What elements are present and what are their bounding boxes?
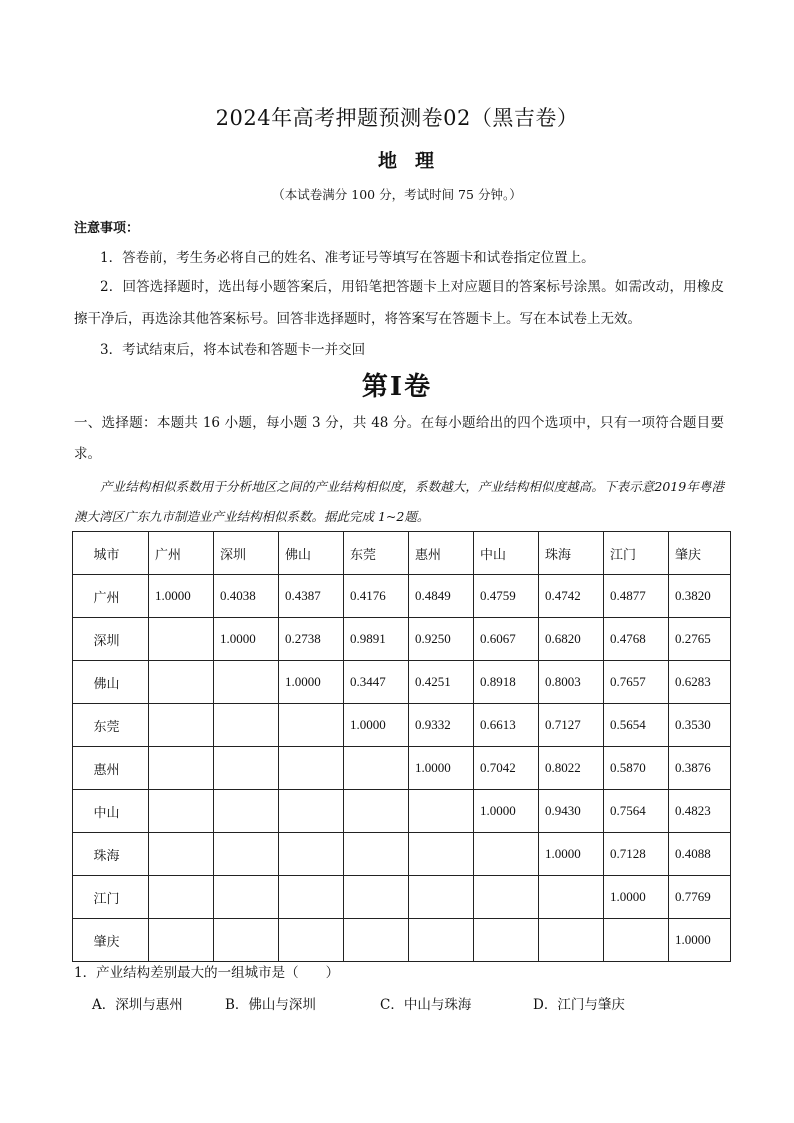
table-cell: 0.6820	[539, 618, 604, 661]
table-cell: 0.7564	[604, 790, 669, 833]
table-cell	[474, 833, 539, 876]
table-row	[73, 747, 731, 790]
table-cell	[279, 704, 344, 747]
table-cell: 0.4823	[669, 790, 731, 833]
table-cell: 1.0000	[539, 833, 604, 876]
row-header: 深圳	[73, 618, 149, 661]
table-cell	[149, 833, 214, 876]
row-header: 广州	[73, 575, 149, 618]
table-cell	[474, 876, 539, 919]
table-cell	[409, 790, 474, 833]
table-row	[73, 704, 731, 747]
table-cell: 1.0000	[149, 575, 214, 618]
table-cell	[214, 704, 279, 747]
table-cell	[214, 919, 279, 962]
table-cell	[279, 919, 344, 962]
table-cell: 0.3876	[669, 747, 731, 790]
table-row	[73, 790, 731, 833]
row-header: 东莞	[73, 704, 149, 747]
table-cell: 0.5654	[604, 704, 669, 747]
question-1-stem: 1．产业结构差别最大的一组城市是（ ）	[74, 965, 340, 981]
table-cell: 0.7769	[669, 876, 731, 919]
notice-item-3: 3．考试结束后，将本试卷和答题卡一并交回	[100, 342, 366, 358]
table-cell	[409, 833, 474, 876]
column-header: 深圳	[214, 532, 279, 575]
table-cell	[149, 661, 214, 704]
table-cell	[214, 876, 279, 919]
paper-title: 2024年高考押题预测卷02（黑吉卷）	[215, 106, 579, 130]
table-cell: 0.8918	[474, 661, 539, 704]
table-row	[73, 919, 731, 962]
table-cell: 1.0000	[214, 618, 279, 661]
table-cell: 0.4387	[279, 575, 344, 618]
table-cell	[149, 876, 214, 919]
table-cell	[539, 876, 604, 919]
table-cell: 1.0000	[669, 919, 731, 962]
table-row	[73, 575, 731, 618]
table-cell: 0.2765	[669, 618, 731, 661]
option-a[interactable]: A．深圳与惠州	[92, 997, 183, 1013]
table-cell: 0.5870	[604, 747, 669, 790]
column-header: 广州	[149, 532, 214, 575]
similarity-table-body	[73, 532, 731, 962]
row-header: 珠海	[73, 833, 149, 876]
table-row	[73, 833, 731, 876]
table-cell: 0.4251	[409, 661, 474, 704]
table-cell: 0.4088	[669, 833, 731, 876]
table-cell: 0.3820	[669, 575, 731, 618]
similarity-table	[72, 531, 731, 962]
table-cell: 0.9332	[409, 704, 474, 747]
table-cell	[279, 747, 344, 790]
material-text: 产业结构相似系数用于分析地区之间的产业结构相似度，系数越大，产业结构相似度越高。下表示意2019年粤港澳大湾区广东九市制造业产业结构相似系数。据此完成 1~2题。	[74, 479, 724, 524]
table-cell	[214, 790, 279, 833]
table-row	[73, 876, 731, 919]
table-cell: 1.0000	[279, 661, 344, 704]
table-cell: 1.0000	[344, 704, 409, 747]
table-cell	[149, 747, 214, 790]
table-cell	[279, 790, 344, 833]
table-cell: 0.7657	[604, 661, 669, 704]
table-cell: 0.7127	[539, 704, 604, 747]
section-instructions: 一、选择题：本题共 16 小题，每小题 3 分，共 48 分。在每小题给出的四个选项中，只有一项符合题目要求。	[74, 415, 724, 462]
table-cell: 0.3530	[669, 704, 731, 747]
table-cell: 0.7128	[604, 833, 669, 876]
row-header: 佛山	[73, 661, 149, 704]
row-header: 惠州	[73, 747, 149, 790]
option-b[interactable]: B．佛山与深圳	[225, 997, 316, 1013]
table-cell	[344, 919, 409, 962]
table-cell	[149, 704, 214, 747]
table-cell: 0.9430	[539, 790, 604, 833]
table-cell: 0.9891	[344, 618, 409, 661]
table-cell	[149, 919, 214, 962]
table-cell	[409, 876, 474, 919]
table-cell: 0.4038	[214, 575, 279, 618]
table-corner-cell: 城市	[73, 532, 149, 575]
table-cell: 0.8022	[539, 747, 604, 790]
table-cell	[344, 747, 409, 790]
table-cell: 0.6613	[474, 704, 539, 747]
table-cell: 0.4176	[344, 575, 409, 618]
table-row	[73, 618, 731, 661]
table-cell	[279, 876, 344, 919]
table-cell: 1.0000	[474, 790, 539, 833]
table-cell: 0.8003	[539, 661, 604, 704]
notice-item-2: 2．回答选择题时，选出每小题答案后，用铅笔把答题卡上对应题目的答案标号涂黑。如需改动，用橡皮擦干净后，再选涂其他答案标号。回答非选择题时，将答案写在答题卡上。写在本试卷上无效。	[74, 279, 724, 327]
table-cell	[409, 919, 474, 962]
table-cell: 0.2738	[279, 618, 344, 661]
notice-item-1: 1．答卷前，考生务必将自己的姓名、准考证号等填写在答题卡和试卷指定位置上。	[100, 250, 595, 266]
subject-title: 地理	[377, 150, 452, 172]
table-cell	[214, 747, 279, 790]
table-cell: 1.0000	[604, 876, 669, 919]
table-cell: 0.6283	[669, 661, 731, 704]
table-row	[73, 661, 731, 704]
table-cell: 0.4759	[474, 575, 539, 618]
part-title: 第I卷	[361, 372, 433, 402]
table-cell: 0.6067	[474, 618, 539, 661]
table-cell: 0.4849	[409, 575, 474, 618]
table-cell: 0.3447	[344, 661, 409, 704]
row-header: 江门	[73, 876, 149, 919]
column-header: 中山	[474, 532, 539, 575]
table-cell: 0.4742	[539, 575, 604, 618]
table-cell	[344, 833, 409, 876]
row-header: 肇庆	[73, 919, 149, 962]
table-cell	[149, 790, 214, 833]
row-header: 中山	[73, 790, 149, 833]
column-header: 佛山	[279, 532, 344, 575]
table-cell	[279, 833, 344, 876]
option-c[interactable]: C．中山与珠海	[380, 997, 472, 1013]
exam-info: （本试卷满分 100 分，考试时间 75 分钟。）	[272, 187, 522, 202]
table-cell	[604, 919, 669, 962]
column-header: 东莞	[344, 532, 409, 575]
column-header: 肇庆	[669, 532, 731, 575]
table-cell: 0.4877	[604, 575, 669, 618]
column-header: 惠州	[409, 532, 474, 575]
table-cell: 0.9250	[409, 618, 474, 661]
notice-heading: 注意事项：	[74, 221, 140, 236]
option-d[interactable]: D．江门与肇庆	[533, 997, 625, 1013]
table-cell: 0.7042	[474, 747, 539, 790]
column-header: 江门	[604, 532, 669, 575]
table-header-row	[73, 532, 731, 575]
table-cell	[214, 833, 279, 876]
table-cell	[214, 661, 279, 704]
table-cell: 1.0000	[409, 747, 474, 790]
table-cell	[344, 876, 409, 919]
table-cell: 0.4768	[604, 618, 669, 661]
column-header: 珠海	[539, 532, 604, 575]
table-cell	[474, 919, 539, 962]
table-cell	[539, 919, 604, 962]
table-cell	[344, 790, 409, 833]
table-cell	[149, 618, 214, 661]
